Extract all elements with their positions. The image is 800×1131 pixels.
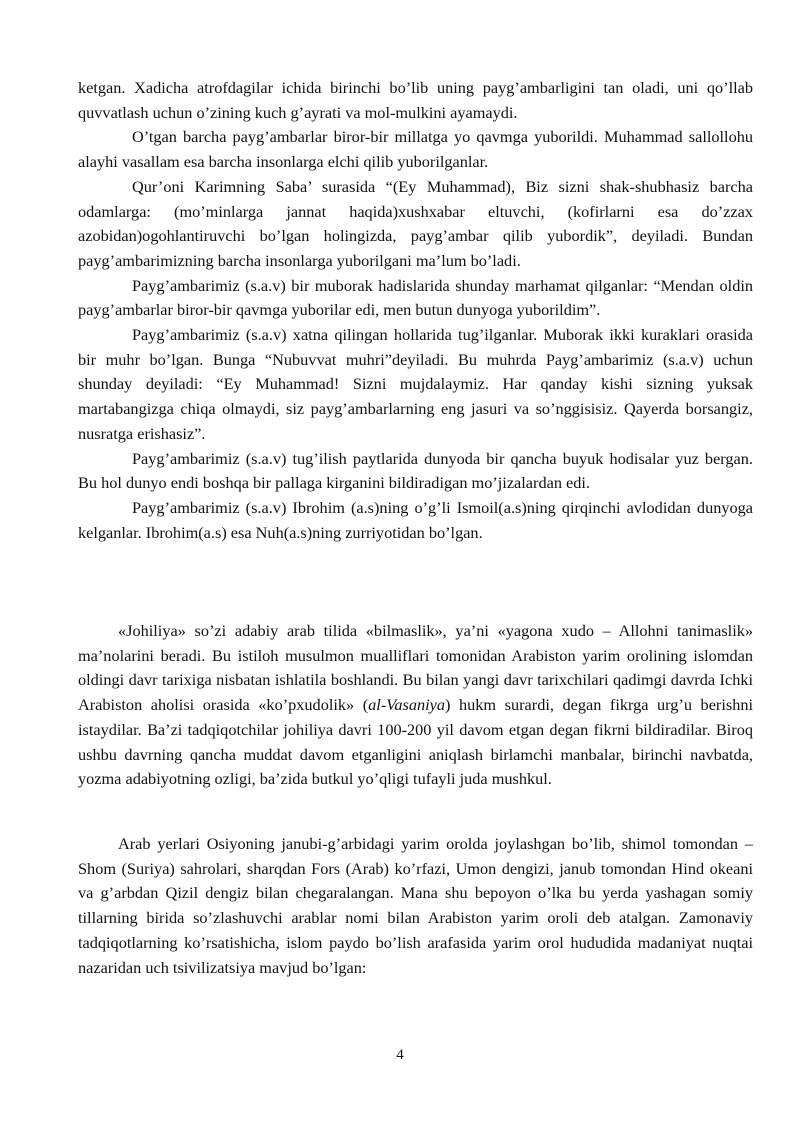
text-block-jahiliya bbox=[78, 619, 753, 792]
paragraph-khadija: ketgan. Xadicha atrofdagilar ichida birinchi bo’lib uning payg’ambarligini tan oladi, uni qo’llab quvvatlash uchun o’zining kuch g’ayrati va mol-mulkini ayamaydi. bbox=[78, 78, 753, 122]
paragraph-prophethood-seal: Payg’ambarimiz (s.a.v) xatna qilingan hollarida tug’ilganlar. Muborak ikki kuraklari orasida bir muhr bo’lgan. Bunga “Nubuvvat muhri”deyiladi. Bu muhrda Payg’ambarimiz (s.a.v) uchun shunday deyiladi: “Ey Muhammad! Sizni mujdalaymiz. Har qanday kishi sizning yuksak martabangizga chiqa olmaydi, siz payg’ambarlarning eng jasuri va so’nggisisiz. Qayerda borsangiz, nusratga erishasiz”. bbox=[78, 325, 753, 443]
jahiliya-text-end: ) hukm surardi, degan fikrga urg’u berishni istaydilar. Ba’zi tadqiqotchilar johiliya davri 100-200 yil davom etgan degan fikrni bildiradilar. Biroq ushbu davrning qancha muddat davom etganligini aniqlash birlamchi manbalar, birinchi navbatda, yozma adabiyotning ozligi, ba’zida butkul yo’qligi tufayli juda mushkul. bbox=[78, 695, 754, 789]
jahiliya-italic-term: al-Vasaniya bbox=[368, 695, 446, 715]
paragraph-jahiliya bbox=[78, 619, 753, 792]
paragraph-sent-to-all: O’tgan barcha payg’ambarlar biror-bir millatga yo qavmga yuborildi. Muhammad sallollohu alayhi vasallam esa barcha insonlarga elchi qilib yuborilganlar. bbox=[78, 127, 753, 172]
text-block-arab-lands bbox=[78, 832, 753, 980]
jahiliya-text-start: «Johiliya» so’zi adabiy arab tilida «bilmaslik», ya’ni «yagona xudo – Allohni tanimaslik» ma’nolarini beradi. Bu istiloh musulmon mualliflari tomonidan Arabiston yarim orolining islomdan oldingi davr tarixiga nisbatan ishlatila boshlandi. Bu bilan yangi davr tarixchilari qadimgi davrda Ichki Arabiston aholisi orasida «ko’pxudolik» ( bbox=[78, 621, 753, 715]
paragraph-saba-surah: Qur’oni Karimning Saba’ surasida “(Ey Muhammad), Biz sizni shak-shubhasiz barcha odamlarga: (mo’minlarga jannat haqida)xushxabar eltuvchi, (kofirlarni esa do’zzax azobidan)ogohlantiruvchi bo’lgan holingizda, payg’ambar qilib yubordik”, deyiladi. Bundan payg’ambarimizning barcha insonlarga yuborilgani ma’lum bo’ladi. bbox=[78, 176, 753, 270]
paragraph-lineage: Payg’ambarimiz (s.a.v) Ibrohim (a.s)ning o’g’li Ismoil(a.s)ning qirqinchi avlodidan dunyoga kelganlar. Ibrohim(a.s) esa Nuh(a.s)ning zurriyotidan bo’lgan. bbox=[78, 497, 753, 542]
page-number: 4 bbox=[396, 1047, 404, 1063]
paragraph-birth-events: Payg’ambarimiz (s.a.v) tug’ilish paytlarida dunyoda bir qancha buyuk hodisalar yuz bergan. Bu hol dunyo endi boshqa bir pallaga kirganini bildiradigan mo’jizalardan edi. bbox=[78, 448, 753, 493]
paragraph-hadith: Payg’ambarimiz (s.a.v) bir muborak hadislarida shunday marhamat qilganlar: “Mendan oldin payg’ambarlar biror-bir qavmga yuborilar edi, men butun dunyoga yuborildim”. bbox=[78, 275, 753, 320]
text-block-prophet bbox=[78, 76, 753, 545]
paragraph-arab-lands: Arab yerlari Osiyoning janubi-g’arbidagi yarim orolda joylashgan bo’lib, shimol tomondan – Shom (Suriya) sahrolari, sharqdan Fors (Arab) ko’rfazi, Umon dengizi, janub tomondan Hind okeani va g’arbdan Qizil dengiz bilan chegaralangan. Mana shu bepoyon o’lka bu yerda yashagan somiy tillarning birida so’zlashuvchi arablar nomi bilan Arabiston yarim oroli deb atalgan. Zamonaviy tadqiqotlarning ko’rsatishicha, islom paydo bo’lish arafasida yarim orol hududida madaniyat nuqtai nazaridan uch tsivilizatsiya mavjud bo’lgan: bbox=[78, 834, 753, 977]
